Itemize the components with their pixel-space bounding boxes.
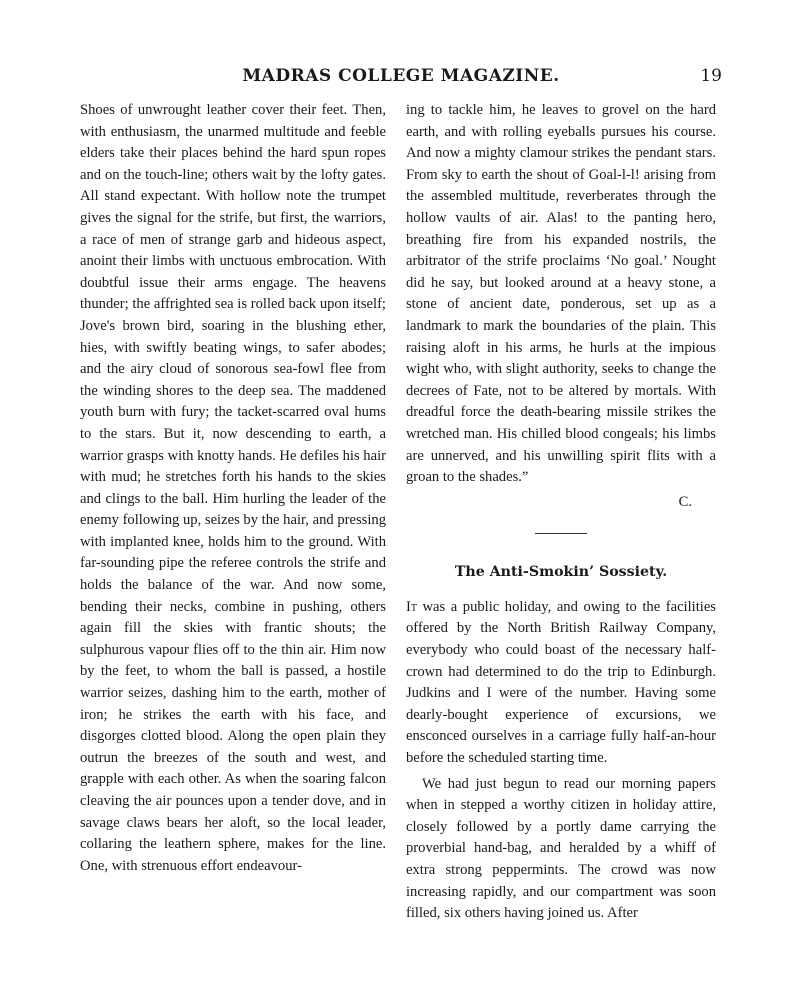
running-header: [80, 66, 722, 90]
page-number: 19: [700, 66, 722, 86]
continued-paragraph: ing to tackle him, he leaves to grovel on the hard earth, and with rolling eyeballs pursues his course. And now a mighty clamour strikes the pendant stars. From sky to earth the shout of Goal-l-l! arising from the assembled multitude, reverberates through the hollow vaults of air. Alas! to the panting hero, breathing fire from his expanded nostrils, the arbitrator of the strife proclaims ‘No goal.’ Nought did he say, but looked around at a heavy stone, a stone of ancient date, ponderous, set up as a landmark to mark the boundaries of the plain. This raising aloft in his arms, he hurls at the impious wight who, with slight authority, seeks to change the decrees of Fate, not to be altered by mortals. With dreadful force the death-bearing missile strikes the wretched man. His chilled blood congeals; his limbs are unnerved, and his unwilling spirit flits with a groan to the shades.”: [406, 102, 716, 486]
right-column: [406, 100, 716, 925]
article-paragraph-1-text: was a public holiday, and owing to the facilities offered by the North British Railway Company, everybody who could boast of the necessary half-crown had determined to do the trip to Edinburgh. Judkins and I were of the number. Having some dearly-bought experience of excursions, we ensconced ourselves in a carriage fully half-an-hour before the scheduled starting time.: [406, 598, 716, 767]
article-paragraph-1: [406, 597, 716, 770]
left-column-text: Shoes of unwrought leather cover their feet. Then, with enthusiasm, the unarmed multitude and feeble elders take their places behind the hard spun ropes and on the touch-line; others wait by the lofty gates. All stand expectant. With hollow note the trumpet gives the signal for the strife, but first, the warriors, a race of men of strange garb and hideous aspect, anoint their limbs with unctuous embrocation. With doubtful issue their arms engage. The heavens thunder; the affrighted sea is rolled back upon itself; Jove's brown bird, soaring in the blushing ether, hies, with swiftly beating wings, to safer abodes; and the airy cloud of sonorous sea-fowl flee from the winding shores to the deep sea. The maddened youth burn with fury; the tacket-scarred oval hums to the stars. But it, now descending to earth, a warrior grasps with knotty hands. He defiles his hair with mud; he stretches forth his hands to the skies and clings to the ball. Him hurling the leader of the enemy following up, seizes by the hair, and pressing with implanted knee, holds him to the ground. With far-sounding pipe the referee controls the strife and holds the balance of the war. And now some, bending their necks, combine in pushing, others again fill the skies with frantic shouts; the sulphurous vapour flies off to the thin air. Him now by the feet, to whom the ball is passed, a hostile warrior seizes, dashing him to the earth, mother of iron; he strikes the earth with his face, and disgorges clotted blood. Along the open plain they outrun the breezes of the south and west, and grapple with each other. As when the soaring falcon cleaving the air pounces upon a tender dove, and in savage claws bears her aloft, so the local leader, collaring the leathern sphere, makes for the line. One, with strenuous effort endeavour-: [80, 102, 386, 874]
article-paragraph-2: We had just begun to read our morning papers when in stepped a worthy citizen in holiday attire, closely followed by a portly dame carrying the proverbial hand-bag, and heralded by a whiff of extra strong peppermints. The crowd was now increasing rapidly, and our compartment was soon filled, six others having joined us. After: [406, 775, 716, 922]
section-divider: [535, 533, 587, 534]
drop-lead-word: It: [406, 598, 417, 615]
magazine-title: MADRAS COLLEGE MAGAZINE.: [242, 66, 560, 86]
author-signature: C.: [678, 493, 692, 510]
left-column: [80, 100, 386, 877]
article-title: The Anti-Smokin’ Sossiety.: [454, 564, 668, 581]
